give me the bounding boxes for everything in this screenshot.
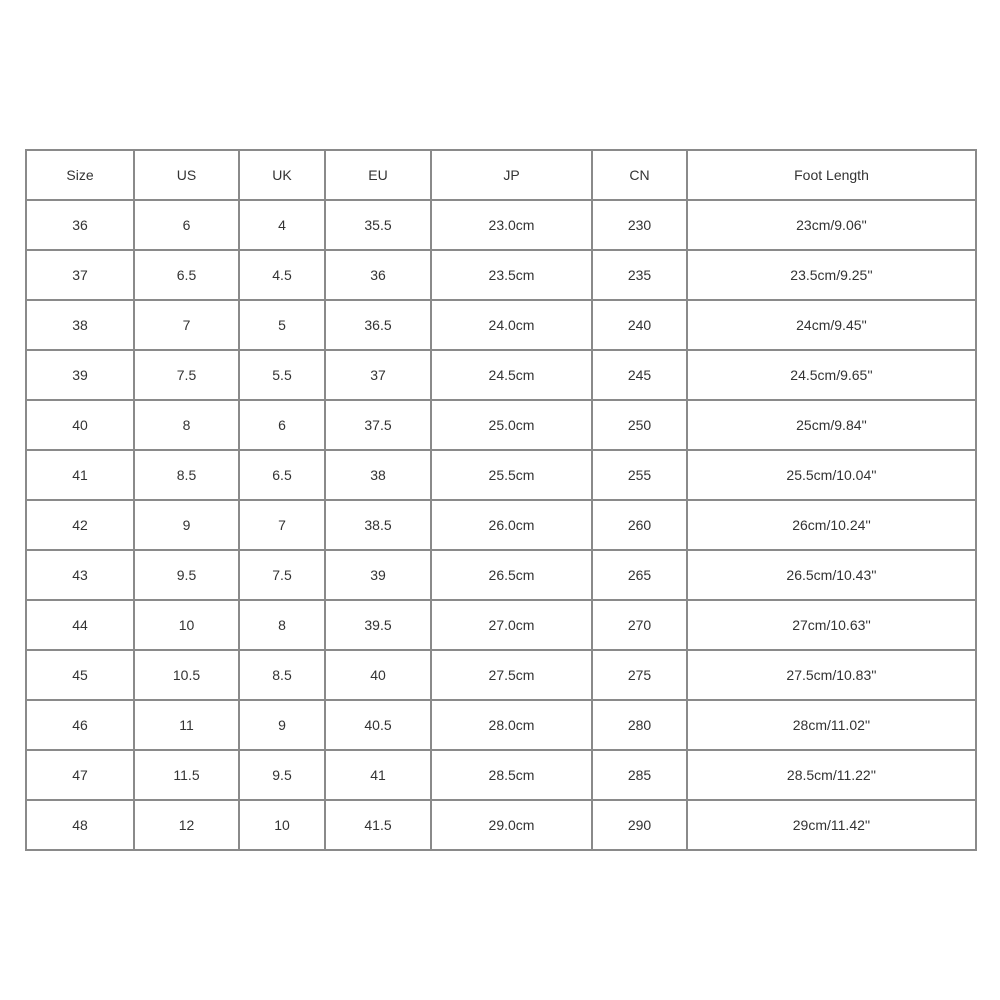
table-row — [26, 450, 976, 500]
cell-cn: 290 — [592, 800, 687, 850]
cell-eu: 39.5 — [325, 600, 431, 650]
header-foot-length: Foot Length — [687, 150, 976, 200]
cell-foot-length: 28cm/11.02'' — [687, 700, 976, 750]
cell-eu: 39 — [325, 550, 431, 600]
cell-jp: 27.5cm — [431, 650, 592, 700]
cell-us: 10 — [134, 600, 239, 650]
cell-jp: 24.0cm — [431, 300, 592, 350]
table-row — [26, 650, 976, 700]
table-row — [26, 600, 976, 650]
cell-uk: 9.5 — [239, 750, 325, 800]
size-chart-table — [25, 149, 977, 851]
cell-eu: 36 — [325, 250, 431, 300]
table-row — [26, 200, 976, 250]
cell-jp: 26.5cm — [431, 550, 592, 600]
cell-eu: 41.5 — [325, 800, 431, 850]
cell-us: 10.5 — [134, 650, 239, 700]
cell-foot-length: 28.5cm/11.22'' — [687, 750, 976, 800]
cell-size: 42 — [26, 500, 134, 550]
cell-size: 36 — [26, 200, 134, 250]
cell-foot-length: 23cm/9.06'' — [687, 200, 976, 250]
table-row — [26, 250, 976, 300]
cell-size: 47 — [26, 750, 134, 800]
cell-foot-length: 26.5cm/10.43'' — [687, 550, 976, 600]
cell-eu: 40 — [325, 650, 431, 700]
table-row — [26, 700, 976, 750]
table-row — [26, 500, 976, 550]
cell-cn: 265 — [592, 550, 687, 600]
cell-size: 45 — [26, 650, 134, 700]
cell-us: 11 — [134, 700, 239, 750]
cell-jp: 25.5cm — [431, 450, 592, 500]
cell-us: 8.5 — [134, 450, 239, 500]
header-uk: UK — [239, 150, 325, 200]
cell-cn: 270 — [592, 600, 687, 650]
cell-us: 8 — [134, 400, 239, 450]
cell-jp: 25.0cm — [431, 400, 592, 450]
cell-eu: 38.5 — [325, 500, 431, 550]
cell-foot-length: 29cm/11.42'' — [687, 800, 976, 850]
cell-size: 48 — [26, 800, 134, 850]
header-row — [26, 150, 976, 200]
cell-eu: 35.5 — [325, 200, 431, 250]
cell-us: 9 — [134, 500, 239, 550]
cell-eu: 40.5 — [325, 700, 431, 750]
header-us: US — [134, 150, 239, 200]
cell-eu: 37.5 — [325, 400, 431, 450]
cell-uk: 8.5 — [239, 650, 325, 700]
cell-foot-length: 25cm/9.84'' — [687, 400, 976, 450]
cell-size: 39 — [26, 350, 134, 400]
cell-foot-length: 24.5cm/9.65'' — [687, 350, 976, 400]
cell-foot-length: 27.5cm/10.83'' — [687, 650, 976, 700]
cell-size: 46 — [26, 700, 134, 750]
cell-us: 6.5 — [134, 250, 239, 300]
cell-us: 12 — [134, 800, 239, 850]
cell-size: 41 — [26, 450, 134, 500]
table-row — [26, 300, 976, 350]
table-row — [26, 800, 976, 850]
cell-cn: 230 — [592, 200, 687, 250]
cell-eu: 36.5 — [325, 300, 431, 350]
cell-foot-length: 27cm/10.63'' — [687, 600, 976, 650]
cell-uk: 10 — [239, 800, 325, 850]
cell-uk: 8 — [239, 600, 325, 650]
cell-foot-length: 26cm/10.24'' — [687, 500, 976, 550]
cell-cn: 235 — [592, 250, 687, 300]
cell-cn: 275 — [592, 650, 687, 700]
cell-cn: 255 — [592, 450, 687, 500]
table-row — [26, 550, 976, 600]
cell-foot-length: 24cm/9.45'' — [687, 300, 976, 350]
table-row — [26, 750, 976, 800]
cell-uk: 4 — [239, 200, 325, 250]
header-eu: EU — [325, 150, 431, 200]
cell-uk: 4.5 — [239, 250, 325, 300]
cell-size: 43 — [26, 550, 134, 600]
cell-us: 7 — [134, 300, 239, 350]
cell-cn: 240 — [592, 300, 687, 350]
cell-us: 6 — [134, 200, 239, 250]
cell-cn: 285 — [592, 750, 687, 800]
cell-size: 38 — [26, 300, 134, 350]
cell-size: 37 — [26, 250, 134, 300]
cell-cn: 250 — [592, 400, 687, 450]
cell-foot-length: 23.5cm/9.25'' — [687, 250, 976, 300]
cell-jp: 28.0cm — [431, 700, 592, 750]
cell-jp: 27.0cm — [431, 600, 592, 650]
cell-uk: 6.5 — [239, 450, 325, 500]
cell-foot-length: 25.5cm/10.04'' — [687, 450, 976, 500]
cell-jp: 29.0cm — [431, 800, 592, 850]
cell-uk: 9 — [239, 700, 325, 750]
cell-cn: 245 — [592, 350, 687, 400]
cell-cn: 260 — [592, 500, 687, 550]
table-body — [26, 200, 976, 850]
cell-uk: 7.5 — [239, 550, 325, 600]
table-row — [26, 350, 976, 400]
cell-eu: 38 — [325, 450, 431, 500]
cell-eu: 41 — [325, 750, 431, 800]
header-cn: CN — [592, 150, 687, 200]
header-size: Size — [26, 150, 134, 200]
cell-us: 9.5 — [134, 550, 239, 600]
table-row — [26, 400, 976, 450]
cell-jp: 26.0cm — [431, 500, 592, 550]
cell-uk: 5 — [239, 300, 325, 350]
cell-us: 7.5 — [134, 350, 239, 400]
cell-us: 11.5 — [134, 750, 239, 800]
cell-jp: 23.0cm — [431, 200, 592, 250]
cell-uk: 5.5 — [239, 350, 325, 400]
cell-cn: 280 — [592, 700, 687, 750]
cell-uk: 7 — [239, 500, 325, 550]
cell-size: 44 — [26, 600, 134, 650]
table-header — [26, 150, 976, 200]
cell-jp: 24.5cm — [431, 350, 592, 400]
cell-size: 40 — [26, 400, 134, 450]
cell-uk: 6 — [239, 400, 325, 450]
cell-jp: 23.5cm — [431, 250, 592, 300]
cell-eu: 37 — [325, 350, 431, 400]
header-jp: JP — [431, 150, 592, 200]
cell-jp: 28.5cm — [431, 750, 592, 800]
